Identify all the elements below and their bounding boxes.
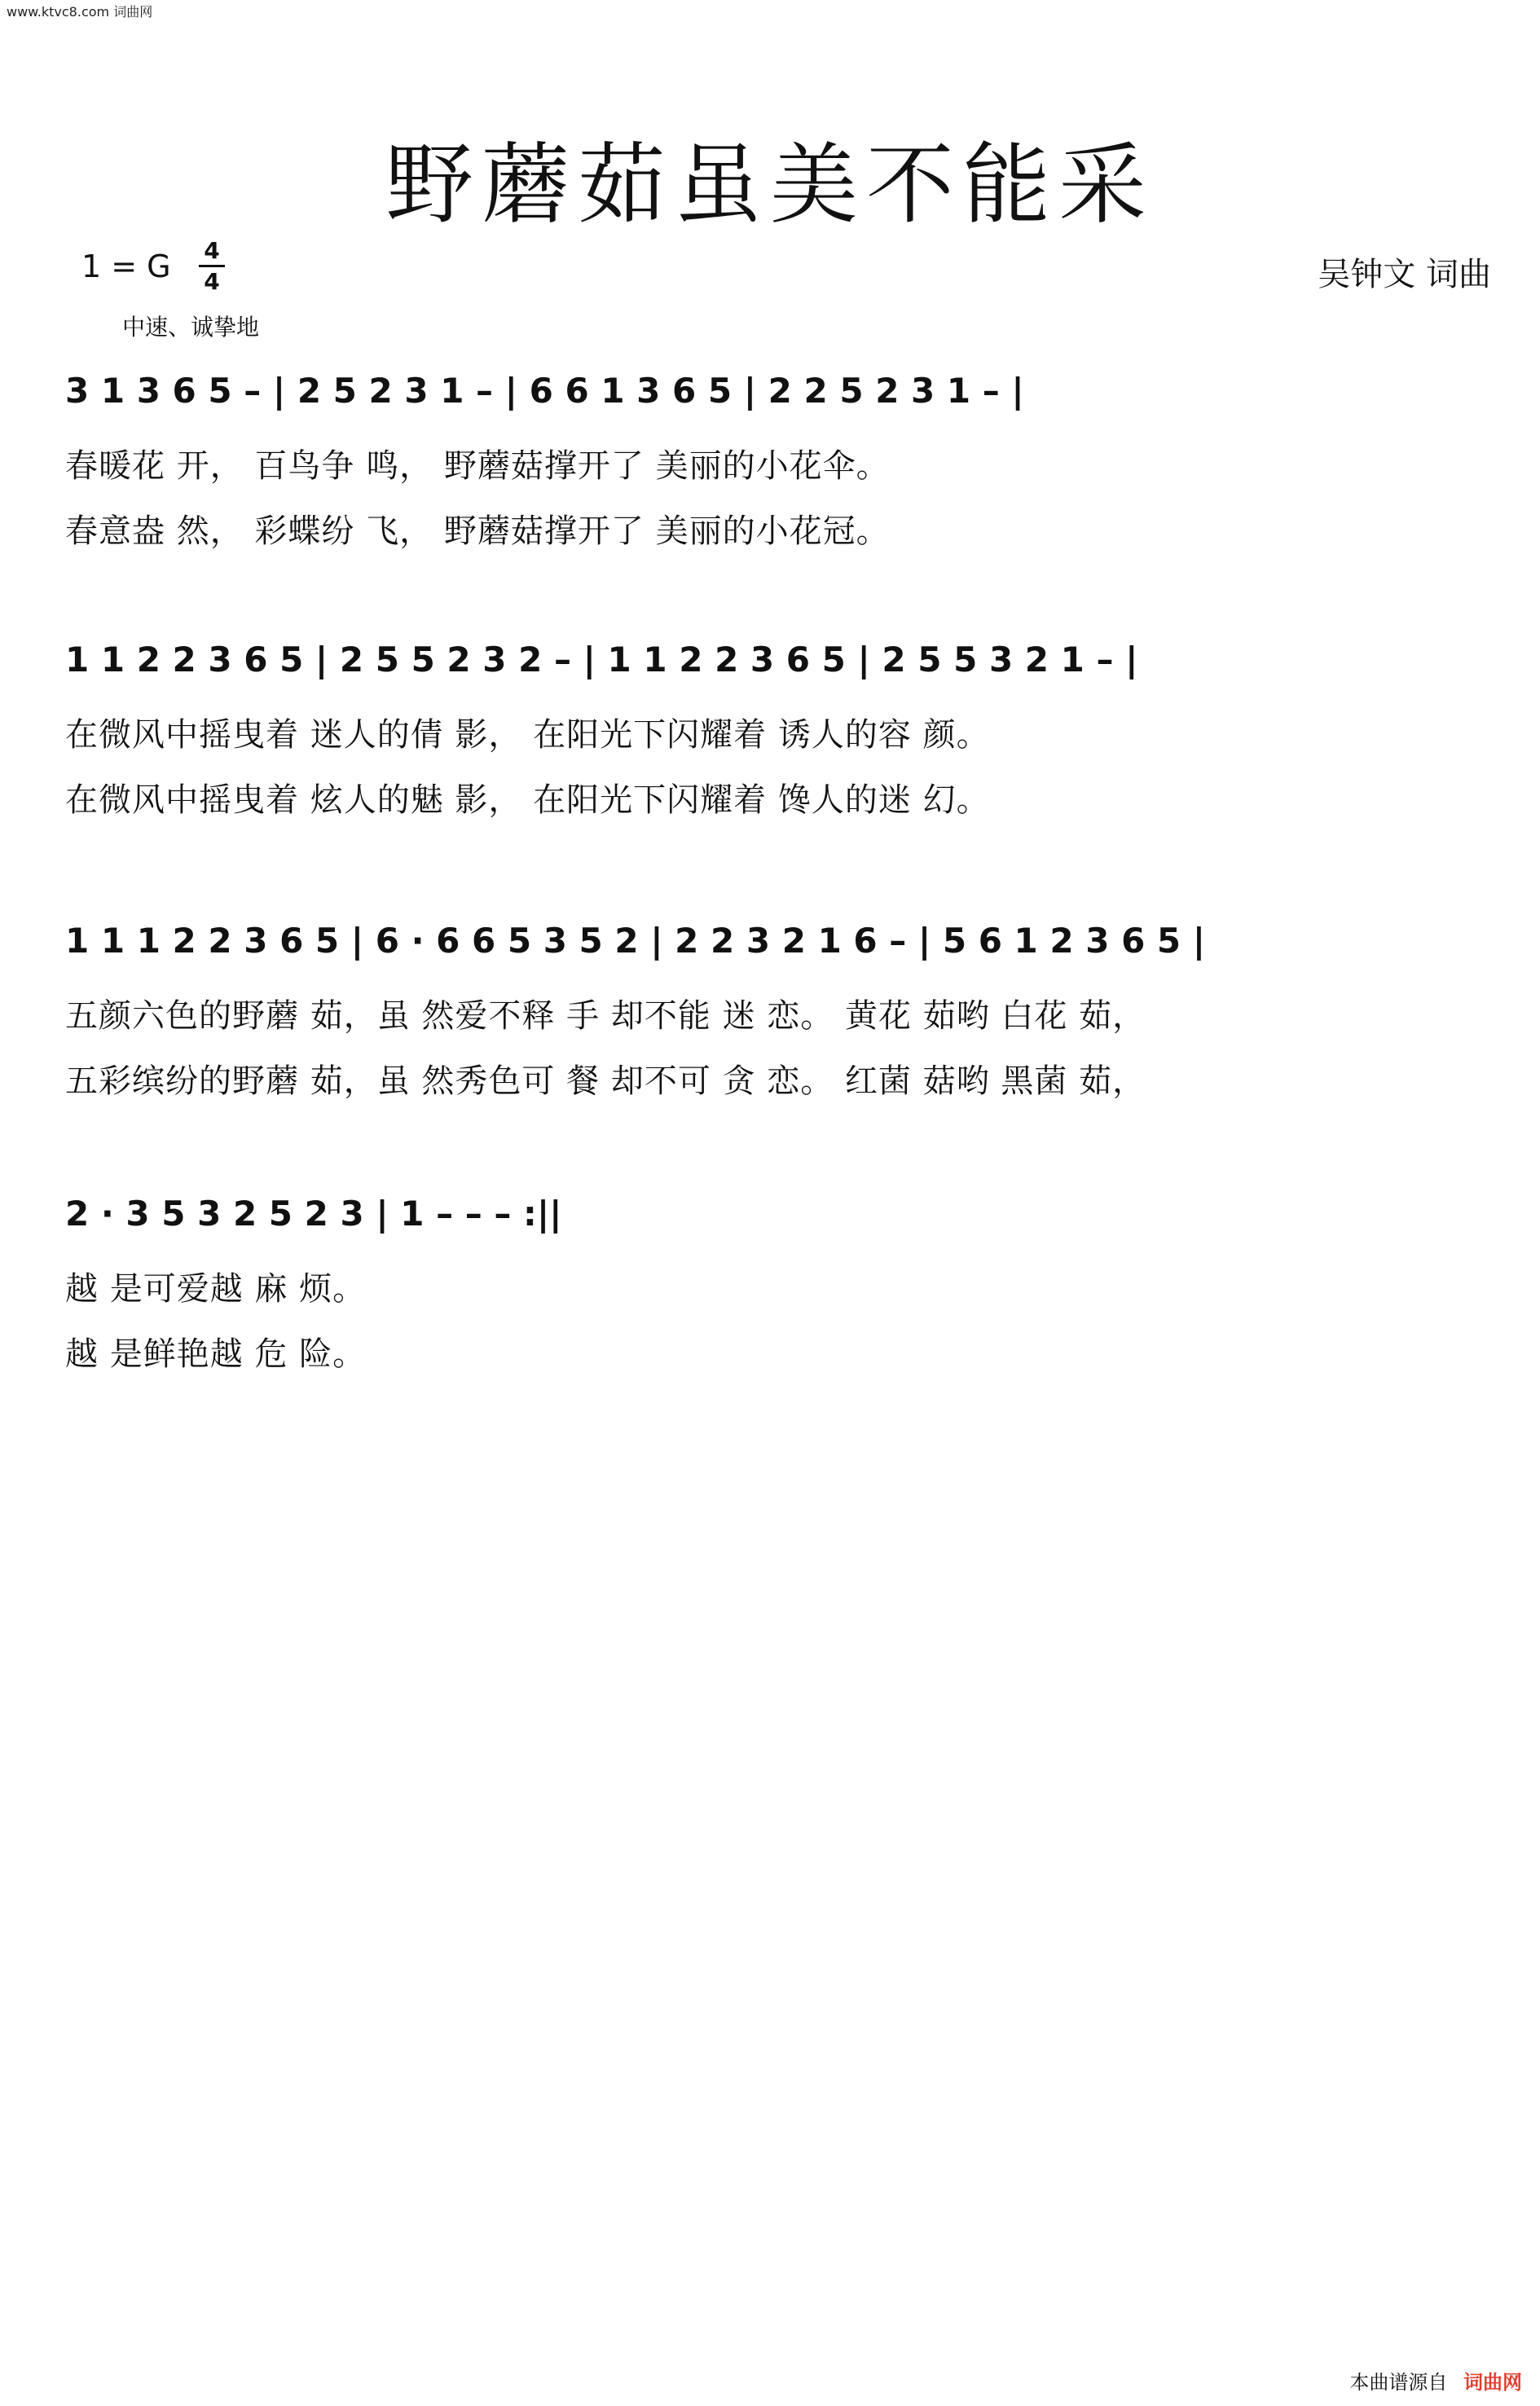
- author-credit: 吴钟文 词曲: [1318, 256, 1491, 293]
- score-system-4: [65, 1194, 1507, 1373]
- notes-line: 1 1 2 2 3 6 5 | 2 5 5 2 3 2 – | 1 1 2 2 3 6 5 | 2 5 5 3 2 1 – |: [65, 640, 1138, 680]
- time-signature-top: 4: [204, 237, 220, 264]
- lyrics-verse-1: 在微风中摇曳着 迷人的倩 影， 在阳光下闪耀着 诱人的容 颜。: [65, 716, 990, 754]
- time-signature-bar: [199, 265, 225, 267]
- lyrics-verse-1: 越 是可爱越 麻 烦。: [65, 1270, 367, 1308]
- time-signature: [196, 238, 228, 294]
- footer: [1349, 2366, 1522, 2395]
- score-system-2: [65, 640, 1507, 819]
- song-title: 野蘑茹虽美不能采: [385, 134, 1155, 236]
- tempo-marking: 中速、诚挚地: [122, 314, 260, 341]
- time-signature-bottom: 4: [204, 268, 220, 295]
- footer-site-logo[interactable]: 词曲网: [1463, 2371, 1522, 2394]
- lyrics-verse-1: 五颜六色的野蘑 茹，虽 然爱不释 手 却不能 迷 恋。 黄花 茹哟 白花 茹，: [65, 997, 1146, 1035]
- lyrics-verse-2: 在微风中摇曳着 炫人的魅 影， 在阳光下闪耀着 馋人的迷 幻。: [65, 781, 990, 819]
- score-system-1: [65, 371, 1507, 550]
- watermark-top: www.ktvc8.com 词曲网: [7, 4, 153, 20]
- score-system-3: [65, 921, 1507, 1100]
- key-signature: 1 = G: [81, 249, 171, 284]
- notes-line: 1 1 1 2 2 3 6 5 | 6 · 6 6 5 3 5 2 | 2 2 3 2 1 6 – | 5 6 1 2 3 6 5 |: [65, 921, 1206, 961]
- notes-line: 2 · 3 5 3 2 5 2 3 | 1 – – – :||: [65, 1194, 562, 1234]
- lyrics-verse-1: 春暖花 开， 百鸟争 鸣， 野蘑菇撑开了 美丽的小花伞。: [65, 447, 890, 485]
- lyrics-verse-2: 越 是鲜艳越 危 险。: [65, 1335, 367, 1373]
- lyrics-verse-2: 春意盎 然， 彩蝶纷 飞， 野蘑菇撑开了 美丽的小花冠。: [65, 512, 890, 550]
- footer-source: 本曲谱源自: [1349, 2371, 1448, 2394]
- lyrics-verse-2: 五彩缤纷的野蘑 茹，虽 然秀色可 餐 却不可 贪 恋。 红菌 菇哟 黑菌 茹，: [65, 1062, 1146, 1100]
- notes-line: 3 1 3 6 5 – | 2 5 2 3 1 – | 6 6 1 3 6 5 | 2 2 5 2 3 1 – |: [65, 371, 1024, 411]
